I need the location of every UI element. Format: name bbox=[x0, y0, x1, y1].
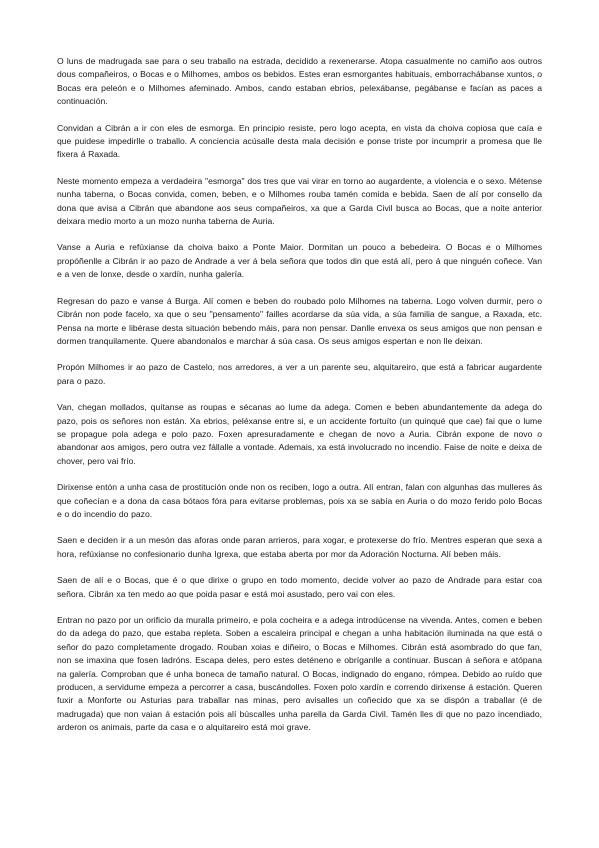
paragraph: Convidan a Cibrán a ir con eles de esmorga. En principio resiste, pero logo acepta, en vista da choiva copiosa que caía e que puidese impedirlle o traballo. A conciencia acúsalle desta mala decisión e ponse triste por incumprir a promesa que lle fixera á Raxada. bbox=[57, 122, 542, 160]
paragraph: Saen e deciden ir a un mesón das aforas onde paran arrieros, para xogar, e protexerse do frío. Mentres esperan que sexa a hora, refúxianse no confesionario dunha Igrexa, que estaba aberta por mor da Adoración Nocturna. Alí beben máis. bbox=[57, 535, 542, 559]
paragraph: Dirixense entón a unha casa de prostitución onde non os reciben, logo a outra. Alí entran, falan con algunhas das mulleres ás que coñecían e a dona da casa bótaos fóra para evitarse problemas, pois xa se sabía en Auria o do mozo ferido polo Bocas e o do incendio do pazo. bbox=[57, 482, 542, 519]
paragraph: O luns de madrugada sae para o seu traballo na estrada, decidido a rexenerarse. Atopa casualmente no camiño aos outros dous compañeiros, o Bocas e o Milhomes, ambos os bebidos. Estes eran esmorgantes habituais, emborrachábanse xuntos, o Bocas era peleón e o Milhomes afeminado. Ambos, cando estaban ebrios, pelexábanse, pegábanse e facían as paces a continuación. bbox=[57, 56, 542, 107]
paragraph: Regresan do pazo e vanse á Burga. Alí comen e beben do roubado polo Milhomes na taberna. Logo volven durmir, pero o Cibrán non pode facelo, xa que o seu "pensamento" failles acordarse da súa vida, a súa familia de sangue, a Raxada, etc. Pensa na morte e libérase desta situación bebendo máis, para non pensar. Danlle envexa os seus amigos que non pensan e dormen tranquilamente. Quere abandonalos e marchar á súa casa. Os seus amigos espertan e non lle deixan. bbox=[57, 295, 542, 346]
paragraph: Neste momento empeza a verdadeira "esmorga" dos tres que vai virar en torno ao augardente, a violencia e o sexo. Métense nunha taberna, o Bocas convida, comen, beben, e o Milhomes rouba tamén comida e bebida. Saen de alí por consello da dona que avisa a Cibrán que abandone aos seus compañeiros, xa que a Garda Civil busca ao Bocas, que a noite anterior deixara medio morto a un mozo nunha taberna de Auria. bbox=[57, 175, 542, 227]
paragraph: Entran no pazo por un orificio da muralla primeiro, e pola cocheira e a adega introdúcense na vivenda. Antes, comen e beben do da adega do pazo, que estaba repleta. Soben a escaleira principal e chegan a unha habitación iluminada na que está o señor do pazo completamente drogado. Rouban xoias e diñeiro, o Bocas e Milhomes. Cibrán está asombrado do que fan, non se imaxina que fosen ladróns. Escapa deles, pero estes deténeno e obríganlle a continuar. Buscan á señora e atópana na galería. Comproban que é unha boneca de tamaño natural. O Bocas, indignado do engano, rómpea. Debido ao ruído que producen, a servidume empeza a percorrer a casa, buscándolles. Foxen polo xardín e correndo dirixense á estación. Queren fuxir a Monforte ou Asturias para traballar nas minas, pero avisalles un coñecido que xa se dispón a traballar (é de madrugada) que non vaian á estación pois alí búscalles unha parella da Garda Civil. Tamén lles di que no pazo incendiado, arderon os animais, parte da casa e o alquitareiro está moi grave. bbox=[57, 615, 542, 733]
paragraph: Vanse a Auria e refúxianse da choiva baixo a Ponte Maior. Dormitan un pouco a bebedeira. O Bocas e o Milhomes propóñenlle a Cibrán ir ao pazo de Andrade a ver á bela señora que todos din que está alí, pero á que ninguén coñece. Van e a ven de lonxe, desde o xardín, nunha galería. bbox=[57, 242, 542, 280]
paragraph: Van, chegan mollados, quítanse as roupas e sécanas ao lume da adega. Comen e beben abundantemente da adega do pazo, pois os señores non están. Xa ebrios, peléxanse entre si, e un accidente fortuíto (un quinqué que cae) fai que o lume se propague pola adega e polo pazo. Foxen apresuradamente e chegan de novo a Auria. Cibrán expone de novo o abandonar aos amigos, pero outra vez fállalle a vontade. Ademais, xa está involucrado no incendio. Faise de noite e deixa de chover, pero vai frío. bbox=[57, 402, 542, 466]
paragraph: Saen de alí e o Bocas, que é o que dirixe o grupo en todo momento, decide volver ao pazo de Andrade para estar coa señora. Cibrán xa ten medo ao que poida pasar e está moi asustado, pero vai con eles. bbox=[57, 575, 542, 599]
paragraph: Propón Milhomes ir ao pazo de Castelo, nos arredores, a ver a un parente seu, alquitareiro, que está a fabricar augardente para o pazo. bbox=[57, 362, 542, 386]
